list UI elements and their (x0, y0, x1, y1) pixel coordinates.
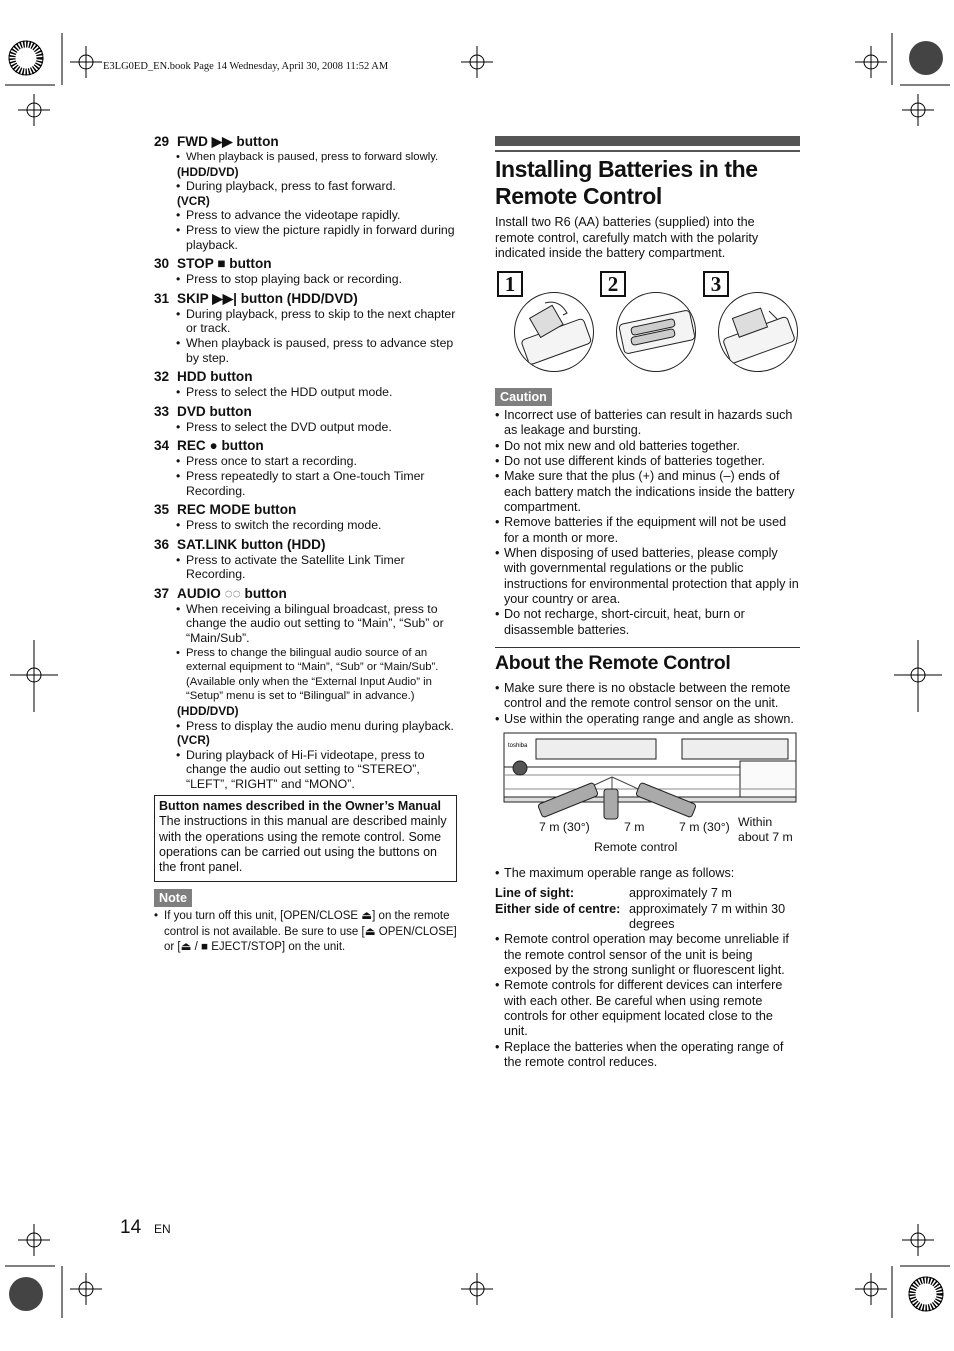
bullet-list (154, 208, 459, 252)
bullet-item: • Press to change the bilingual audio source of an external equipment to “Main”, “Sub” or “Main/Sub”. (Available only when the “External Input Audio” in “Setup” menu is set to “Bilingual” in advance.) (186, 646, 459, 704)
range-key: Line of sight: (495, 886, 575, 901)
item-number: 34 (154, 438, 170, 454)
step-1-number: 1 (497, 271, 523, 297)
item-number: 30 (154, 256, 170, 272)
button-item-title (154, 403, 459, 420)
note-text: • If you turn off this unit, [OPEN/CLOSE ⏏] on the remote control is not available. Be sure to use [⏏ OPEN/CLOSE] or [⏏ / ■ EJECT/STOP] on the unit. (154, 909, 469, 956)
about-list (495, 681, 800, 727)
button-item-title (154, 255, 459, 272)
button-descriptions (154, 133, 459, 795)
box-text: The instructions in this manual are described mainly with the operations using the remote control. Some operations can be carried out using the buttons on the front panel. (159, 814, 447, 875)
battery-step-3-illustration (718, 292, 798, 372)
language-code: EN (154, 1222, 171, 1236)
mode-tag: (HDD/DVD) (177, 704, 239, 719)
battery-step-2-illustration (616, 292, 696, 372)
item-number: 33 (154, 403, 170, 419)
caution-item: • Make sure that the plus (+) and minus (–) ends of each battery match the indications inside the battery compartment. (495, 469, 800, 515)
item-number: 35 (154, 502, 170, 518)
item-number: 32 (154, 369, 170, 385)
range-value: approximately 7 m within 30 degrees (629, 901, 786, 932)
item-title: SAT.LINK button (HDD) (177, 536, 326, 552)
bullet-item: • Press to view the picture rapidly in forward during playback. (186, 223, 459, 252)
bullet-item: • When receiving a bilingual broadcast, press to change the audio out setting to “Main”, “Sub” or “Main/Sub”. (186, 602, 459, 646)
note-section (154, 889, 192, 907)
remote-note-item: • Remote control operation may become unreliable if the remote control sensor of the unit is being exposed by the strong sunlight or fluorescent light. (495, 932, 800, 978)
item-title: DVD button (177, 403, 252, 419)
item-number: 36 (154, 536, 170, 552)
bullet-item: • During playback, press to skip to the next chapter or track. (186, 307, 459, 336)
bullet-list (154, 602, 459, 704)
right-range-label: 7 m (30°) (679, 820, 730, 834)
item-number: 29 (154, 134, 170, 149)
page-number: 14 (120, 1217, 142, 1238)
remote-close-cover-icon (719, 293, 797, 371)
range-section (495, 866, 800, 1070)
page-title: Installing Batteries in the Remote Control (495, 156, 758, 209)
item-number: 37 (154, 585, 170, 601)
bullet-list (154, 272, 459, 287)
item-title: REC MODE button (177, 502, 297, 518)
about-item: • Make sure there is no obstacle between the remote control and the remote control sensor on the unit. (495, 681, 800, 712)
bullet-item: • When playback is paused, press to advance step by step. (186, 336, 459, 365)
range-intro-bullet: • (495, 866, 500, 880)
bullet-list (154, 518, 459, 533)
caution-item: • Do not mix new and old batteries together. (495, 439, 800, 454)
bullet-list (154, 179, 459, 194)
item-title: HDD button (177, 369, 253, 385)
bullet-item: • Press to display the audio menu during playback. (186, 719, 459, 734)
button-item-title (154, 501, 459, 518)
bullet-list (154, 420, 459, 435)
button-item-35 (154, 501, 459, 533)
owners-manual-box (154, 795, 457, 882)
file-header: E3LG0ED_EN.book Page 14 Wednesday, April 30, 2008 11:52 AM (103, 61, 389, 72)
about-item: • Use within the operating range and angle as shown. (495, 712, 800, 727)
bullet-list (154, 150, 459, 165)
button-item-30 (154, 255, 459, 287)
range-row-either-side (495, 902, 800, 933)
caution-item: • Do not use different kinds of batteries together. (495, 454, 800, 469)
step-2-number: 2 (600, 271, 626, 297)
bullet-item: • During playback, press to fast forward. (186, 179, 459, 194)
button-item-29 (154, 133, 459, 252)
caution-label: Caution (495, 388, 552, 406)
mode-tag: (VCR) (177, 193, 210, 208)
bullet-item: • Press to advance the videotape rapidly. (186, 208, 459, 223)
bullet-item: • Press once to start a recording. (186, 454, 459, 469)
button-item-31 (154, 290, 459, 365)
caution-item: • Remove batteries if the equipment will not be used for a month or more. (495, 515, 800, 546)
button-item-title (154, 290, 459, 307)
item-title: SKIP ▶▶| button (HDD/DVD) (177, 290, 358, 306)
caution-section (495, 388, 552, 406)
remote-open-cover-icon (515, 293, 593, 371)
remote-insert-batteries-icon (617, 293, 695, 371)
caution-list (495, 408, 800, 638)
item-number: 31 (154, 290, 170, 306)
bullet-list (154, 719, 459, 734)
button-item-title (154, 585, 459, 602)
item-title: STOP ■ button (177, 256, 272, 272)
section-divider (495, 647, 800, 648)
item-title: AUDIO ◌◌ button (177, 585, 287, 601)
button-item-33 (154, 403, 459, 435)
range-key: Either side of centre: (495, 901, 621, 916)
bullet-item: • Press to select the DVD output mode. (186, 420, 459, 435)
range-intro (495, 866, 800, 881)
remote-control-label: Remote control (594, 840, 678, 854)
button-item-32 (154, 368, 459, 400)
section-bar-line (495, 150, 800, 152)
mode-tag: (VCR) (177, 733, 210, 748)
bullet-item: • Press to activate the Satellite Link Timer Recording. (186, 553, 459, 582)
caution-item: • Do not recharge, short-circuit, heat, burn or disassemble batteries. (495, 607, 800, 638)
about-title: About the Remote Control (495, 652, 731, 674)
bullet-item: • Press to switch the recording mode. (186, 518, 459, 533)
item-title: FWD ▶▶ button (177, 134, 279, 149)
box-title: Button names described in the Owner’s Manual (159, 799, 441, 813)
mode-tag: (HDD/DVD) (177, 164, 239, 179)
bullet-list (154, 307, 459, 365)
remote-notes-list (495, 932, 800, 1070)
button-item-title (154, 536, 459, 553)
battery-step-1-illustration (514, 292, 594, 372)
button-item-36 (154, 536, 459, 582)
button-item-37 (154, 585, 459, 792)
bullet-item: • When playback is paused, press to forward slowly. (186, 150, 459, 165)
button-item-title (154, 437, 459, 454)
bullet-item: • Press repeatedly to start a One-touch Timer Recording. (186, 469, 459, 498)
caution-item: • When disposing of used batteries, please comply with governmental regulations or the public instructions for environmental protection that apply in your country or area. (495, 546, 800, 607)
button-item-title (154, 368, 459, 385)
bullet-list (154, 553, 459, 582)
range-intro-text: The maximum operable range as follows: (504, 866, 735, 880)
center-range-label: 7 m (624, 820, 645, 834)
bullet-list (154, 454, 459, 498)
bullet-item: • Press to select the HDD output mode. (186, 385, 459, 400)
button-item-title (154, 133, 459, 150)
range-value: approximately 7 m (629, 886, 732, 901)
left-range-label: 7 m (30°) (539, 820, 590, 834)
within-label: Within about 7 m (738, 815, 793, 844)
caution-item: • Incorrect use of batteries can result in hazards such as leakage and bursting. (495, 408, 800, 439)
bullet-item: • During playback of Hi-Fi videotape, press to change the audio out setting to “STEREO”, “LEFT”, “RIGHT” and “MONO”. (186, 748, 459, 792)
item-title: REC ● button (177, 438, 264, 454)
svg-text:toshiba: toshiba (508, 743, 528, 749)
bullet-item: • Press to stop playing back or recording. (186, 272, 459, 287)
remote-note-item: • Replace the batteries when the operating range of the remote control reduces. (495, 1040, 800, 1071)
intro-text: Install two R6 (AA) batteries (supplied) into the remote control, carefully match with the polarity indicated inside the battery compartment. (495, 215, 759, 260)
note-label: Note (154, 889, 192, 907)
bullet-list (154, 748, 459, 792)
bullet-list (154, 385, 459, 400)
section-bar (495, 136, 800, 146)
button-item-34 (154, 437, 459, 498)
remote-note-item: • Remote controls for different devices can interfere with each other. Be careful when using remote controls for other equipment located close to the unit. (495, 978, 800, 1039)
range-row-line-of-sight (495, 886, 800, 901)
step-3-number: 3 (703, 271, 729, 297)
